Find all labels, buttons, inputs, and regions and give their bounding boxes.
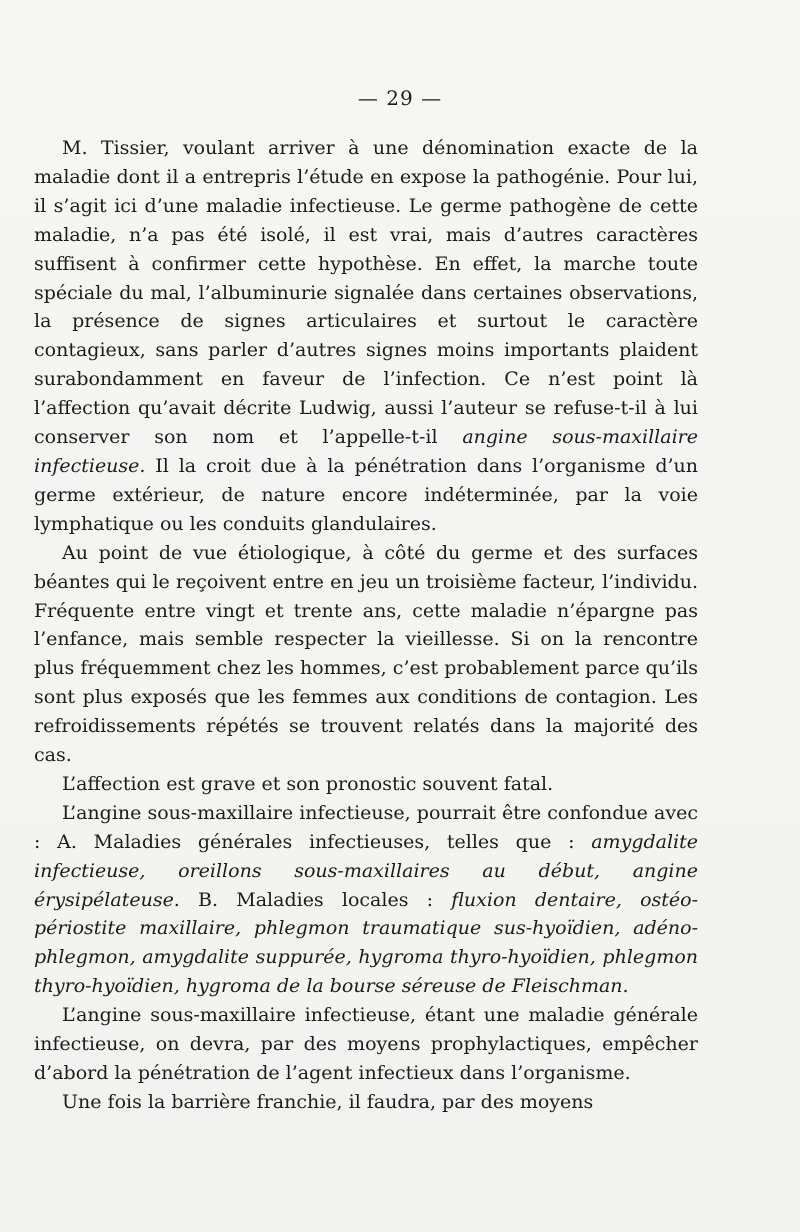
paragraph-traitement <box>34 1088 698 1117</box>
paragraph-text: L’angine sous-maxillaire infectieuse, étant une maladie générale infectieuse, on devra, par des moyens prophylactiques, empêcher d’abord la pénétration de l’agent infectieux dans l’organisme. <box>34 1004 698 1084</box>
paragraph-text: Il la croit due à la pénétration dans l’organisme d’un germe extérieur, de nature encore indéterminée, par la voie lymphatique ou les conduits glandulaires. <box>34 454 698 535</box>
paragraph-text-italic: angine sous-maxillaire infectieuse. <box>34 426 698 477</box>
paragraph-text: Une fois la barrière franchie, il faudra, par des moyens <box>62 1090 594 1113</box>
paragraph-prophylaxie <box>34 1001 698 1088</box>
paragraph-pathogenie <box>34 134 698 539</box>
paragraph-text: B. Maladies locales : <box>179 888 452 911</box>
body-text <box>34 134 698 1117</box>
paragraph-text: L’affection est grave et son pronostic souvent fatal. <box>62 772 554 795</box>
paragraph-diagnostic <box>34 799 698 1001</box>
paragraph-text: M. Tissier, voulant arriver à une dénomination exacte de la maladie dont il a entrepris l’étude en expose la pathogénie. Pour lui, il s’agit ici d’une maladie infectieuse. Le germe pathogène de cette maladie, n’a pas été isolé, il est vrai, mais d’autres caractères suffisent à confirmer cette hypothèse. En effet, la marche toute spéciale du mal, l’albuminurie signalée dans certaines observations, la présence de signes articulaires et surtout le caractère contagieux, sans parler d’autres signes moins importants plaident surabondamment en faveur de l’infection. Ce n’est point là l’affection qu’avait décrite Ludwig, aussi l’auteur se refuse-t-il à lui conserver son nom et l’appelle-t-il <box>34 137 698 449</box>
page-number: — 29 — <box>357 86 443 110</box>
paragraph-text-italic: amygdalite infectieuse, oreillons sous-maxillaires au début, angine érysipélateuse. <box>34 830 698 911</box>
paragraph-text: Au point de vue étiologique, à côté du germe et des surfaces béantes qui le reçoivent entre en jeu un troisième facteur, l’individu. Fréquente entre vingt et trente ans, cette maladie n’épargne pas l’enfance, mais semble respecter la vieillesse. Si on la rencontre plus fréquemment chez les hommes, c’est probablement parce qu’ils sont plus exposés que les femmes aux conditions de contagion. Les refroidissements répétés se trouvent relatés dans la majorité des cas. <box>34 541 698 767</box>
paragraph-etiologie <box>34 539 698 770</box>
paragraph-pronostic <box>34 770 698 799</box>
paragraph-text-italic: fluxion dentaire, ostéo-périostite maxillaire, phlegmon traumatique sus-hyoïdien, adéno-phlegmon, amygdalite suppurée, hygroma thyro-hyoïdien, phlegmon thyro-hyoïdien, hygroma de la bourse séreuse de Fleischman. <box>34 888 699 998</box>
paragraph-text: L’angine sous-maxillaire infectieuse, pourrait être confondue avec : A. Maladies générales infectieuses, telles que : <box>34 801 698 853</box>
